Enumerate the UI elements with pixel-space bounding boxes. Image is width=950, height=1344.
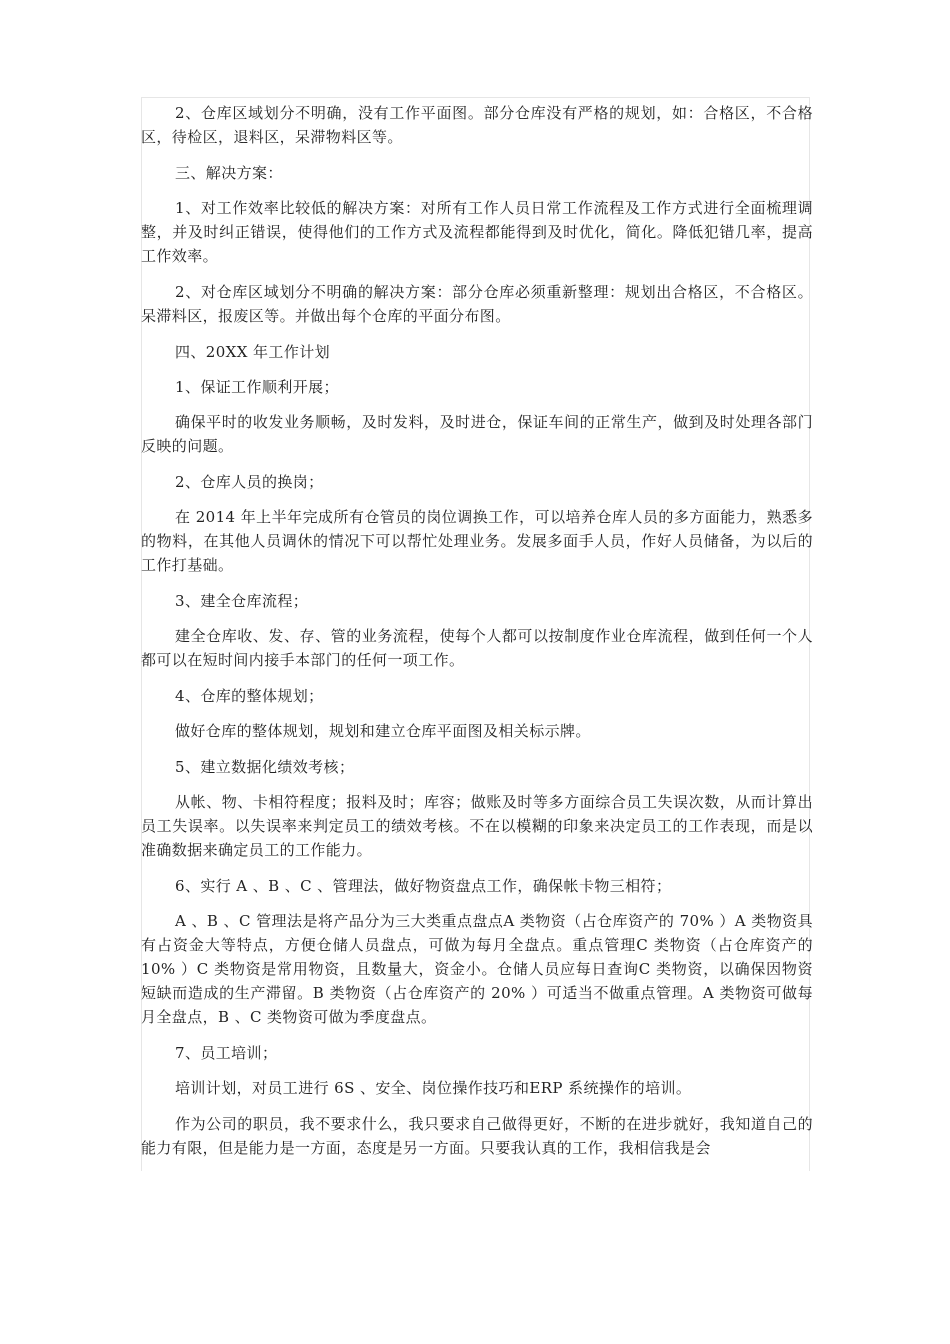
- paragraph: 确保平时的收发业务顺畅，及时发料，及时进仓，保证车间的正常生产，做到及时处理各部门反映的问题。: [141, 413, 813, 455]
- paragraph: 在 2014 年上半年完成所有仓管员的岗位调换工作，可以培养仓库人员的多方面能力，熟悉多的物料，在其他人员调休的情况下可以帮忙处理业务。发展多面手人员，作好人员储备，为以后的工作打基础。: [141, 508, 813, 574]
- subheading: 3、建全仓库流程；: [175, 592, 309, 610]
- paragraph: 1、对工作效率比较低的解决方案：对所有工作人员日常工作流程及工作方式进行全面梳理调整，并及时纠正错误，使得他们的工作方式及流程都能得到及时优化，简化。降低犯错几率，提高工作效率。: [141, 199, 813, 265]
- paragraph: 培训计划，对员工进行 6S 、安全、岗位操作技巧和ERP 系统操作的培训。: [175, 1079, 692, 1097]
- paragraph: 作为公司的职员，我不要求什么，我只要求自己做得更好，不断的在进步就好，我知道自己的能力有限，但是能力是一方面，态度是另一方面。只要我认真的工作，我相信我是会: [141, 1115, 813, 1157]
- subheading: 5、建立数据化绩效考核；: [175, 758, 355, 776]
- paragraph: 2、仓库区域划分不明确，没有工作平面图。部分仓库没有严格的规划，如：合格区，不合格区，待检区，退料区，呆滞物料区等。: [141, 104, 813, 146]
- section-heading: 三、解决方案：: [175, 164, 283, 182]
- paragraph: 建全仓库收、发、存、管的业务流程，使每个人都可以按制度作业仓库流程，做到任何一个人都可以在短时间内接手本部门的任何一项工作。: [141, 627, 813, 669]
- subheading: 2、仓库人员的换岗；: [175, 473, 324, 491]
- paragraph: 做好仓库的整体规划，规划和建立仓库平面图及相关标示牌。: [175, 722, 591, 740]
- subheading: 4、仓库的整体规划；: [175, 687, 324, 705]
- document-body: [141, 101, 813, 1172]
- paragraph: 2、对仓库区域划分不明确的解决方案：部分仓库必须重新整理：规划出合格区，不合格区。呆滞料区，报废区等。并做出每个仓库的平面分布图。: [141, 283, 813, 325]
- subheading: 6、实行 A 、B 、C 、管理法，做好物资盘点工作，确保帐卡物三相符；: [175, 877, 672, 895]
- paragraph: 从帐、物、卡相符程度；报料及时；库容；做账及时等多方面综合员工失误次数，从而计算出员工失误率。以失误率来判定员工的绩效考核。不在以模糊的印象来决定员工的工作表现，而是以准确数据来确定员工的工作能力。: [141, 793, 813, 859]
- subheading: 1、保证工作顺利开展；: [175, 378, 339, 396]
- section-heading: 四、20XX 年工作计划: [175, 343, 331, 361]
- subheading: 7、员工培训；: [175, 1044, 278, 1062]
- paragraph: A 、B 、C 管理法是将产品分为三大类重点盘点A 类物资（占仓库资产的 70% ）A 类物资具有占资金大等特点，方便仓储人员盘点，可做为每月全盘点。重点管理C 类物资（占仓库资产的 10% ）C 类物资是常用物资，且数量大，资金小。仓储人员应每日查询C 类物资，以确保因物资短缺而造成的生产滞留。B 类物资（占仓库资产的 20% ）可适当不做重点管理。A 类物资可做每月全盘点，B 、C 类物资可做为季度盘点。: [141, 912, 813, 1026]
